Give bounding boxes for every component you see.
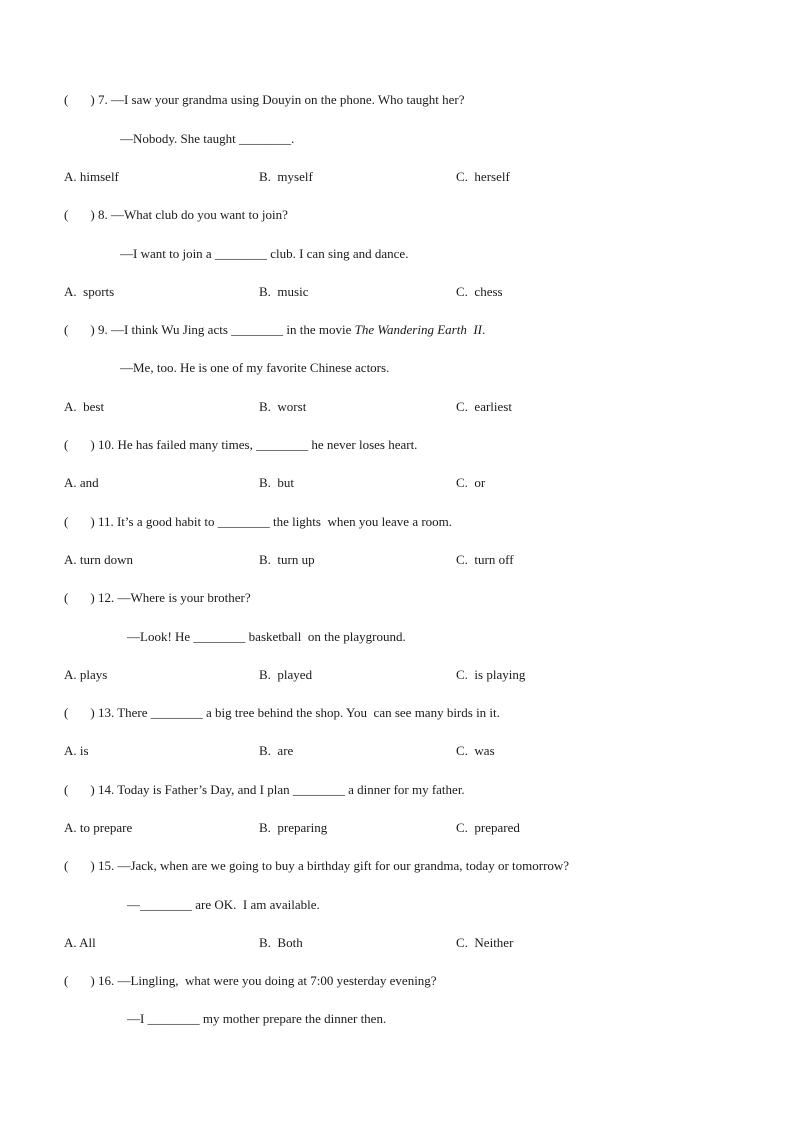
question-11-option-c: C. turn off	[456, 552, 514, 567]
question-10-option-b: B. but	[259, 475, 295, 490]
question-14-option-a: A. to prepare	[64, 820, 133, 835]
question-9-stem: ( ) 9. —I think Wu Jing acts ________ in the movie The Wandering Earth II.	[64, 322, 486, 337]
question-12-stem: ( ) 12. —Where is your brother?	[64, 590, 251, 605]
question-13-option-c: C. was	[456, 743, 495, 758]
question-10-option-c: C. or	[456, 475, 486, 490]
question-14-option-c: C. prepared	[456, 820, 520, 835]
question-9-option-a: A. best	[64, 399, 105, 414]
question-8-reply: —I want to join a ________ club. I can sing and dance.	[120, 246, 409, 261]
movie-title: The Wandering Earth II	[354, 322, 482, 337]
question-15-option-b: B. Both	[259, 935, 303, 950]
question-9-option-c: C. earliest	[456, 399, 512, 414]
question-10-stem: ( ) 10. He has failed many times, ________ he never loses heart.	[64, 437, 418, 452]
question-12-option-a: A. plays	[64, 667, 108, 682]
question-7-option-c: C. herself	[456, 169, 510, 184]
question-15-option-a: A. All	[64, 935, 96, 950]
question-12-reply: —Look! He ________ basketball on the playground.	[127, 629, 406, 644]
question-8-stem: ( ) 8. —What club do you want to join?	[64, 207, 288, 222]
question-12-option-c: C. is playing	[456, 667, 526, 682]
question-12-option-b: B. played	[259, 667, 313, 682]
question-8-option-a: A. sports	[64, 284, 115, 299]
question-11-stem: ( ) 11. It’s a good habit to ________ the lights when you leave a room.	[64, 514, 453, 529]
question-15-option-c: C. Neither	[456, 935, 514, 950]
question-13-option-b: B. are	[259, 743, 294, 758]
question-9-reply: —Me, too. He is one of my favorite Chinese actors.	[120, 360, 390, 375]
question-13-option-a: A. is	[64, 743, 89, 758]
question-10-option-a: A. and	[64, 475, 99, 490]
question-11-option-a: A. turn down	[64, 552, 133, 567]
question-16-reply: —I ________ my mother prepare the dinner then.	[127, 1011, 387, 1026]
question-9-option-b: B. worst	[259, 399, 307, 414]
question-7-reply: —Nobody. She taught ________.	[120, 131, 295, 146]
question-16-stem: ( ) 16. —Lingling, what were you doing at 7:00 yesterday evening?	[64, 973, 437, 988]
question-15-reply: —________ are OK. I am available.	[127, 897, 320, 912]
question-14-stem: ( ) 14. Today is Father’s Day, and I plan ________ a dinner for my father.	[64, 782, 465, 797]
question-8-option-c: C. chess	[456, 284, 503, 299]
question-14-option-b: B. preparing	[259, 820, 328, 835]
question-7-option-a: A. himself	[64, 169, 119, 184]
question-15-stem: ( ) 15. —Jack, when are we going to buy a birthday gift for our grandma, today or tomorrow?	[64, 858, 570, 873]
question-7-option-b: B. myself	[259, 169, 313, 184]
question-13-stem: ( ) 13. There ________ a big tree behind the shop. You can see many birds in it.	[64, 705, 500, 720]
question-7-stem: ( ) 7. —I saw your grandma using Douyin on the phone. Who taught her?	[64, 92, 465, 107]
question-8-option-b: B. music	[259, 284, 309, 299]
question-11-option-b: B. turn up	[259, 552, 315, 567]
